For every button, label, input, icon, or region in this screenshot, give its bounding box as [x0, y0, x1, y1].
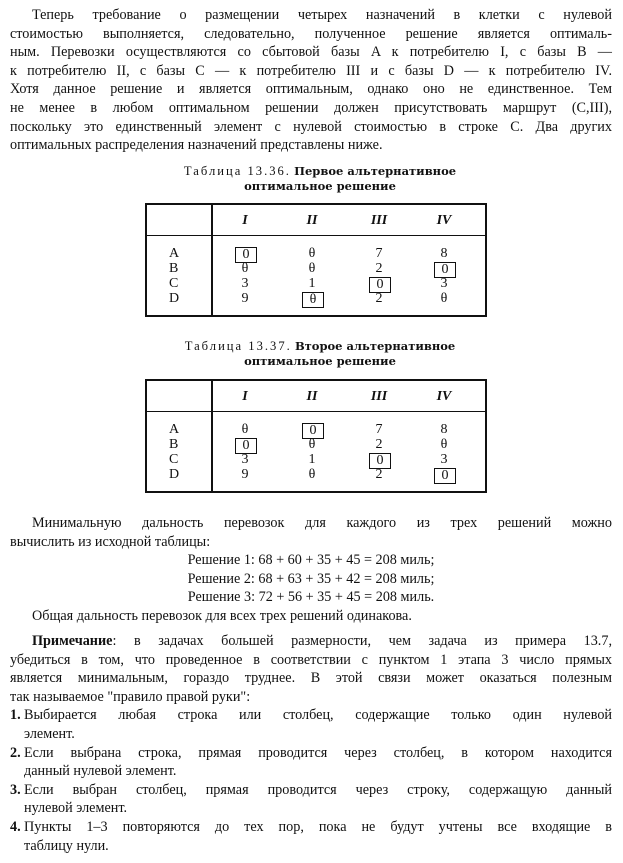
- paragraph-distance: [10, 514, 612, 626]
- solution-line: Решение 1: 68 + 60 + 35 + 45 = 208 миль;: [187, 552, 435, 569]
- column-header: I: [242, 213, 248, 228]
- text-line: является минимальным, гораздо труднее. В этой связи может оказаться полезным: [10, 670, 612, 687]
- table-cell: 3: [440, 452, 448, 467]
- text-line: вычислить из исходной таблицы:: [10, 533, 211, 550]
- row-label: D: [169, 291, 180, 306]
- caption-title: Первое альтернативное: [294, 164, 457, 178]
- caption-title: оптимальное решение: [244, 354, 396, 368]
- row-label: D: [169, 467, 180, 482]
- rules-list: [10, 706, 612, 855]
- text-line: Пункты 1–3 повторяются до тех пор, пока не будут учтены все входящие в: [24, 818, 612, 835]
- assigned-cell: θ: [302, 292, 324, 308]
- list-item: [10, 706, 612, 743]
- solution-line: Решение 2: 68 + 63 + 35 + 42 = 208 миль;: [187, 570, 435, 587]
- list-number: 3.: [10, 781, 21, 798]
- table-caption-1: [140, 164, 500, 194]
- table-cell: 3: [241, 452, 249, 467]
- list-text: [24, 744, 612, 781]
- list-item: [10, 744, 612, 781]
- table-cell: θ: [440, 291, 448, 306]
- row-label: B: [169, 261, 179, 276]
- caption-label: Таблица 13.36.: [183, 164, 291, 178]
- text-line: поскольку это единственный элемент с нулевой стоимостью в строке C. Два других: [10, 118, 612, 135]
- table-cell: 7: [375, 422, 383, 437]
- table-cell: 9: [241, 467, 249, 482]
- text-line: Общая дальность перевозок для всех трех решений одинакова.: [32, 607, 412, 624]
- text-line: к потребителю II, с базы C — к потребителю III и с базы D — к потребителю IV.: [10, 62, 612, 79]
- caption-title: Второе альтернативное: [294, 339, 456, 353]
- table-cell: θ: [308, 437, 316, 452]
- text-line: не менее в любом оптимальном решении должен присутствовать маршрут (C,III),: [10, 99, 612, 116]
- table-cell: θ: [241, 422, 249, 437]
- text-line: Минимальную дальность перевозок для каждого из трех решений можно: [32, 515, 612, 531]
- list-number: 1.: [10, 707, 21, 724]
- table-cell: θ: [308, 261, 316, 276]
- text-line: убедиться в том, что проведенное в соответствии с пунктом 1 этапа 3 число прямых: [10, 651, 612, 668]
- column-header: IV: [436, 213, 452, 228]
- row-label: B: [169, 437, 179, 452]
- text-line: Хотя данное решение и является оптимальным, однако оно не единственное. Тем: [10, 81, 612, 98]
- table-cell: 2: [375, 467, 383, 482]
- assigned-cell: 0: [302, 423, 324, 439]
- table-cell: θ: [440, 437, 448, 452]
- text-line: таблицу нули.: [24, 837, 109, 854]
- note-paragraph: [10, 632, 612, 855]
- assigned-cell: 0: [369, 453, 391, 469]
- paragraph-intro: [10, 6, 612, 155]
- caption-label: Таблица 13.37.: [184, 339, 292, 353]
- header-divider: [147, 411, 485, 412]
- assigned-cell: 0: [369, 277, 391, 293]
- text-line: оптимальных распределения назначений представлены ниже.: [10, 137, 383, 154]
- table-cell: 2: [375, 437, 383, 452]
- text-line: ным. Перевозки осуществляются со сбытовой базы A к потребителю I, с базы B —: [10, 44, 612, 61]
- table-cell: θ: [308, 246, 316, 261]
- solution-line: Решение 3: 72 + 56 + 35 + 45 = 208 миль.: [187, 589, 435, 606]
- caption-title: оптимальное решение: [244, 179, 396, 193]
- list-text: [24, 706, 612, 743]
- text-line: элемент.: [24, 725, 75, 742]
- row-label: A: [169, 422, 180, 437]
- list-text: [24, 781, 612, 818]
- table-cell: 1: [308, 276, 316, 291]
- list-item: [10, 781, 612, 818]
- row-label: C: [169, 452, 179, 467]
- table-cell: 8: [440, 246, 448, 261]
- table-cell: 3: [241, 276, 249, 291]
- table-cell: 7: [375, 246, 383, 261]
- assigned-cell: 0: [434, 262, 456, 278]
- text-line: : в задачах большей размерности, чем задача из примера 13.7,: [112, 633, 612, 649]
- text-line: стоимостью выполняется, следовательно, полученное решение является оптималь-: [10, 25, 612, 42]
- column-divider: [211, 381, 213, 491]
- assigned-cell: 0: [235, 247, 257, 263]
- text-line: так называемое "правило правой руки":: [10, 688, 251, 705]
- header-divider: [147, 235, 485, 236]
- table-cell: 2: [375, 291, 383, 306]
- table-cell: 1: [308, 452, 316, 467]
- assigned-cell: 0: [235, 438, 257, 454]
- table-cell: 3: [440, 276, 448, 291]
- table-cell: 8: [440, 422, 448, 437]
- column-header: I: [242, 389, 248, 404]
- list-number: 2.: [10, 744, 21, 761]
- column-divider: [211, 205, 213, 315]
- text-line: Теперь требование о размещении четырех назначений в клетки с нулевой: [32, 7, 612, 23]
- column-header: IV: [436, 389, 452, 404]
- text-line: Если выбран столбец, прямая проводится через строку, содержащую данный: [24, 781, 612, 798]
- column-header: II: [306, 213, 318, 228]
- table-caption-2: [140, 339, 500, 369]
- table-cell: θ: [241, 261, 249, 276]
- row-label: A: [169, 246, 180, 261]
- list-number: 4.: [10, 818, 21, 835]
- text-line: Выбирается любая строка или столбец, содержащие только один нулевой: [24, 707, 612, 724]
- table-cell: 2: [375, 261, 383, 276]
- assignment-table-1: [145, 203, 487, 317]
- column-header: II: [306, 389, 318, 404]
- row-label: C: [169, 276, 179, 291]
- note-label: Примечание: [32, 633, 113, 649]
- list-item: [10, 818, 612, 855]
- list-text: [24, 818, 612, 855]
- table-cell: 9: [241, 291, 249, 306]
- column-header: III: [370, 389, 388, 404]
- assigned-cell: 0: [434, 468, 456, 484]
- text-line: Если выбрана строка, прямая проводится через столбец, в котором находится: [24, 744, 612, 761]
- table-cell: θ: [308, 467, 316, 482]
- text-line: нулевой элемент.: [24, 800, 128, 817]
- assignment-table-2: [145, 379, 487, 493]
- text-line: данный нулевой элемент.: [24, 763, 177, 780]
- column-header: III: [370, 213, 388, 228]
